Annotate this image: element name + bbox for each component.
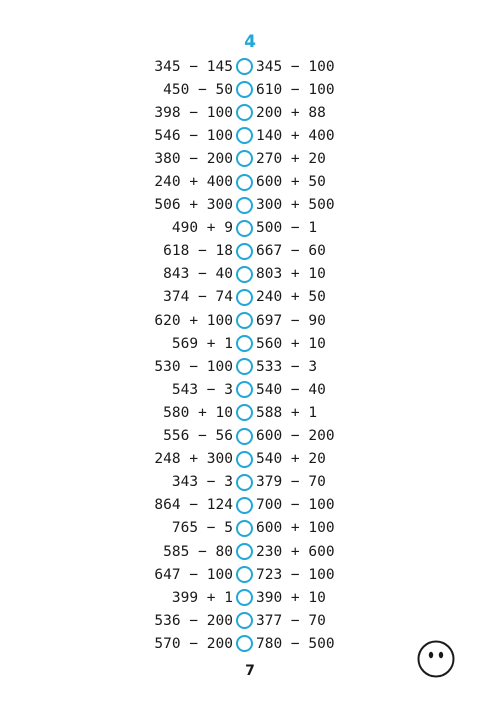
left-expression: 374 − 74 [163, 289, 233, 306]
left-expression: 843 − 40 [163, 266, 233, 283]
right-expression: 240 + 50 [256, 289, 326, 306]
page-title: 4 [244, 32, 256, 52]
left-expression: 398 − 100 [154, 104, 233, 121]
comparison-answer-circle[interactable] [236, 589, 253, 606]
comparison-answer-circle[interactable] [236, 428, 253, 445]
left-expression: 556 − 56 [163, 428, 233, 445]
comparison-row [0, 263, 500, 286]
comparison-row [0, 563, 500, 586]
comparison-row [0, 101, 500, 124]
comparison-answer-circle[interactable] [236, 404, 253, 421]
comparison-row [0, 78, 500, 101]
right-expression: 723 − 100 [256, 566, 335, 583]
left-expression: 570 − 200 [154, 635, 233, 652]
left-expression: 399 + 1 [171, 589, 233, 606]
left-expression: 506 + 300 [154, 197, 233, 214]
comparison-row [0, 609, 500, 632]
left-expression: 530 − 100 [154, 358, 233, 375]
comparison-answer-circle[interactable] [236, 243, 253, 260]
right-expression: 600 + 100 [256, 520, 335, 537]
comparison-row [0, 586, 500, 609]
left-expression: 647 − 100 [154, 566, 233, 583]
left-expression: 618 − 18 [163, 243, 233, 260]
comparison-answer-circle[interactable] [236, 474, 253, 491]
left-expression: 580 + 10 [163, 404, 233, 421]
left-expression: 450 − 50 [163, 81, 233, 98]
comparison-answer-circle[interactable] [236, 150, 253, 167]
right-expression: 700 − 100 [256, 497, 335, 514]
left-expression: 248 + 300 [154, 451, 233, 468]
right-expression: 300 + 500 [256, 197, 335, 214]
comparison-answer-circle[interactable] [236, 566, 253, 583]
comparison-answer-circle[interactable] [236, 635, 253, 652]
comparison-answer-circle[interactable] [236, 197, 253, 214]
smiley-face-icon [417, 640, 455, 678]
right-expression: 588 + 1 [256, 404, 318, 421]
right-expression: 697 − 90 [256, 312, 326, 329]
comparison-answer-circle[interactable] [236, 220, 253, 237]
page-number: 7 [245, 663, 255, 679]
comparison-row [0, 355, 500, 378]
right-expression: 140 + 400 [256, 127, 335, 144]
comparison-row [0, 147, 500, 170]
comparison-answer-circle[interactable] [236, 81, 253, 98]
left-expression: 380 − 200 [154, 150, 233, 167]
left-expression: 543 − 3 [171, 381, 233, 398]
left-expression: 240 + 400 [154, 174, 233, 191]
right-expression: 500 − 1 [256, 220, 318, 237]
left-expression: 585 − 80 [163, 543, 233, 560]
comparison-answer-circle[interactable] [236, 289, 253, 306]
comparison-answer-circle[interactable] [236, 381, 253, 398]
left-expression: 864 − 124 [154, 497, 233, 514]
right-expression: 533 − 3 [256, 358, 318, 375]
comparison-row [0, 448, 500, 471]
comparison-row [0, 286, 500, 309]
comparison-answer-circle[interactable] [236, 497, 253, 514]
comparison-row [0, 217, 500, 240]
right-expression: 345 − 100 [256, 58, 335, 75]
comparison-row [0, 425, 500, 448]
comparison-row [0, 194, 500, 217]
comparison-answer-circle[interactable] [236, 612, 253, 629]
comparison-answer-circle[interactable] [236, 543, 253, 560]
right-expression: 600 + 50 [256, 174, 326, 191]
exercise-list [0, 55, 500, 655]
comparison-row [0, 540, 500, 563]
left-expression: 569 + 1 [171, 335, 233, 352]
comparison-answer-circle[interactable] [236, 174, 253, 191]
comparison-row [0, 170, 500, 193]
right-expression: 780 − 500 [256, 635, 335, 652]
comparison-answer-circle[interactable] [236, 312, 253, 329]
left-expression: 546 − 100 [154, 127, 233, 144]
right-expression: 377 − 70 [256, 612, 326, 629]
comparison-answer-circle[interactable] [236, 58, 253, 75]
right-expression: 540 + 20 [256, 451, 326, 468]
right-expression: 230 + 600 [256, 543, 335, 560]
right-expression: 560 + 10 [256, 335, 326, 352]
right-expression: 200 + 88 [256, 104, 326, 121]
right-expression: 390 + 10 [256, 589, 326, 606]
comparison-row [0, 309, 500, 332]
right-expression: 667 − 60 [256, 243, 326, 260]
comparison-answer-circle[interactable] [236, 104, 253, 121]
right-expression: 610 − 100 [256, 81, 335, 98]
comparison-row [0, 378, 500, 401]
comparison-row [0, 471, 500, 494]
comparison-answer-circle[interactable] [236, 335, 253, 352]
comparison-answer-circle[interactable] [236, 358, 253, 375]
comparison-row [0, 55, 500, 78]
comparison-row [0, 124, 500, 147]
right-expression: 600 − 200 [256, 428, 335, 445]
comparison-row [0, 401, 500, 424]
left-expression: 536 − 200 [154, 612, 233, 629]
left-expression: 765 − 5 [171, 520, 233, 537]
comparison-answer-circle[interactable] [236, 520, 253, 537]
comparison-row [0, 332, 500, 355]
comparison-row [0, 240, 500, 263]
comparison-answer-circle[interactable] [236, 127, 253, 144]
right-expression: 803 + 10 [256, 266, 326, 283]
left-expression: 620 + 100 [154, 312, 233, 329]
left-expression: 343 − 3 [171, 474, 233, 491]
comparison-answer-circle[interactable] [236, 266, 253, 283]
right-expression: 270 + 20 [256, 150, 326, 167]
comparison-answer-circle[interactable] [236, 451, 253, 468]
left-expression: 345 − 145 [154, 58, 233, 75]
comparison-row [0, 517, 500, 540]
comparison-row [0, 494, 500, 517]
right-expression: 379 − 70 [256, 474, 326, 491]
left-expression: 490 + 9 [171, 220, 233, 237]
right-expression: 540 − 40 [256, 381, 326, 398]
